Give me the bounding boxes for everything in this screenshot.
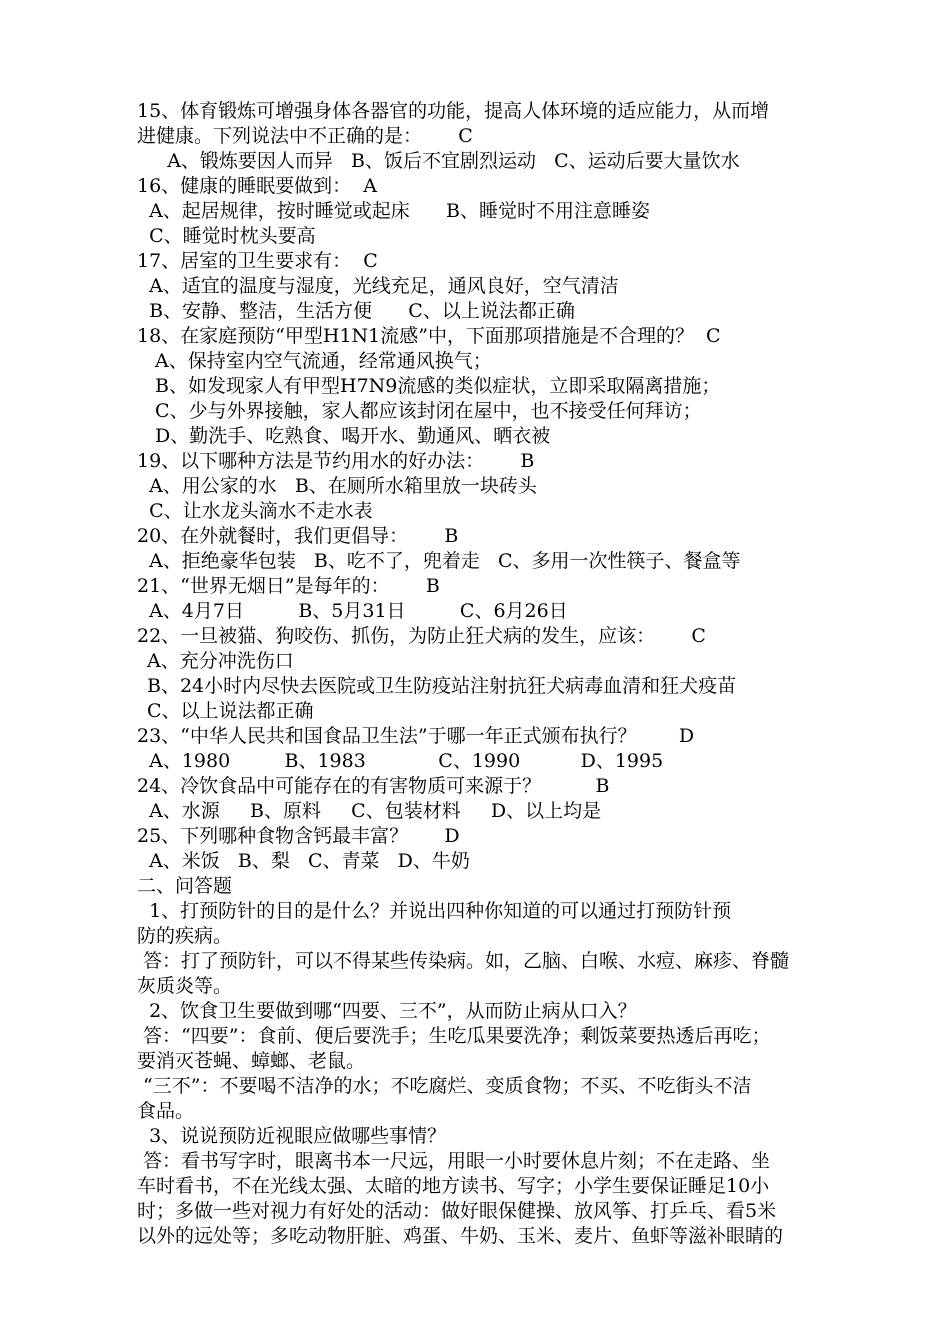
text-line: “三不”：不要喝不洁净的水；不吃腐烂、变质食物；不买、不吃街头不洁 (137, 1075, 752, 1097)
text-line: 灰质炎等。 (137, 975, 233, 997)
text-line: 车时看书，不在光线太强、太暗的地方读书、写字；小学生要保证睡足10小 (137, 1175, 770, 1197)
text-line: 食品。 (137, 1100, 195, 1122)
text-line: 16、健康的睡眠要做到： A (137, 175, 377, 197)
text-line: 答：“四要”：食前、便后要洗手；生吃瓜果要洗净；剩饭菜要热透后再吃； (137, 1025, 771, 1047)
text-line: 23、“中华人民共和国食品卫生法”于哪一年正式颁布执行？ D (137, 725, 695, 747)
text-line: 15、体育锻炼可增强身体各器官的功能，提高人体环境的适应能力，从而增 (137, 100, 770, 122)
text-line: 19、以下哪种方法是节约用水的好办法： B (137, 450, 535, 472)
text-line: A、水源 B、原料 C、包装材料 D、以上均是 (137, 800, 602, 822)
text-line: A、锻炼要因人而异 B、饭后不宜剧烈运动 C、运动后要大量饮水 (137, 150, 740, 172)
text-line: 答：看书写字时，眼离书本一尺远，用眼一小时要休息片刻；不在走路、坐 (137, 1150, 771, 1172)
text-line: 要消灭苍蝇、蟑螂、老鼠。 (137, 1050, 366, 1072)
text-line: A、4月7日 B、5月31日 C、6月26日 (137, 600, 568, 622)
text-line: 22、一旦被猫、狗咬伤、抓伤，为防止狂犬病的发生，应该： C (137, 625, 706, 647)
section-heading: 二、问答题 (137, 875, 233, 897)
text-line: A、米饭 B、梨 C、青菜 D、牛奶 (137, 850, 470, 872)
text-line: C、让水龙头滴水不走水表 (137, 500, 373, 522)
text-line: C、少与外界接触，家人都应该封闭在屋中，也不接受任何拜访； (149, 400, 702, 422)
text-line: D、勤洗手、吃熟食、喝开水、勤通风、晒衣被 (149, 425, 551, 447)
text-line: C、睡觉时枕头要高 (137, 225, 316, 247)
text-line: 21、“世界无烟日”是每年的： B (137, 575, 440, 597)
text-line: 防的疾病。 (137, 925, 233, 947)
text-line: 25、下列哪种食物含钙最丰富？ D (137, 825, 460, 847)
text-line: B、如发现家人有甲型H7N9流感的类似症状，立即采取隔离措施； (149, 375, 721, 397)
text-line: A、保持室内空气流通，经常通风换气； (149, 350, 492, 372)
text-line: 3、说说预防近视眼应做哪些事情？ (137, 1125, 447, 1147)
text-line: 20、在外就餐时，我们更倡导： B (137, 525, 459, 547)
text-line: C、以上说法都正确 (147, 700, 314, 722)
text-line: 进健康。下列说法中不正确的是： C (137, 125, 473, 147)
text-line: A、拒绝豪华包装 B、吃不了，兜着走 C、多用一次性筷子、餐盒等 (137, 550, 741, 572)
text-line: A、起居规律，按时睡觉或起床 B、睡觉时不用注意睡姿 (137, 200, 651, 222)
text-line: 答：打了预防针，可以不得某些传染病。如，乙脑、白喉、水痘、麻疹、脊髓 (137, 950, 790, 972)
text-line: 1、打预防针的目的是什么？并说出四种你知道的可以通过打预防针预 (137, 900, 732, 922)
text-line: 24、冷饮食品中可能存在的有害物质可来源于？ B (137, 775, 610, 797)
text-line: A、充分冲洗伤口 (147, 650, 294, 672)
text-line: B、安静、整洁，生活方便 C、以上说法都正确 (137, 300, 575, 322)
text-line: 以外的远处等；多吃动物肝脏、鸡蛋、牛奶、玉米、麦片、鱼虾等滋补眼睛的 (137, 1225, 784, 1247)
text-line: 17、居室的卫生要求有： C (137, 250, 378, 272)
text-line: A、用公家的水 B、在厕所水箱里放一块砖头 (137, 475, 537, 497)
text-line: A、适宜的温度与湿度，光线充足，通风良好，空气清洁 (137, 275, 619, 297)
text-line: B、24小时内尽快去医院或卫生防疫站注射抗狂犬病毒血清和狂犬疫苗 (147, 675, 737, 697)
text-line: 18、在家庭预防“甲型H1N1流感”中，下面那项措施是不合理的？ C (137, 325, 721, 347)
text-line: 2、饮食卫生要做到哪“四要、三不”，从而防止病从口入？ (137, 1000, 637, 1022)
text-line: 时；多做一些对视力有好处的活动：做好眼保健操、放风筝、打乒乓、看5米 (137, 1200, 777, 1222)
text-line: A、1980 B、1983 C、1990 D、1995 (137, 750, 664, 772)
